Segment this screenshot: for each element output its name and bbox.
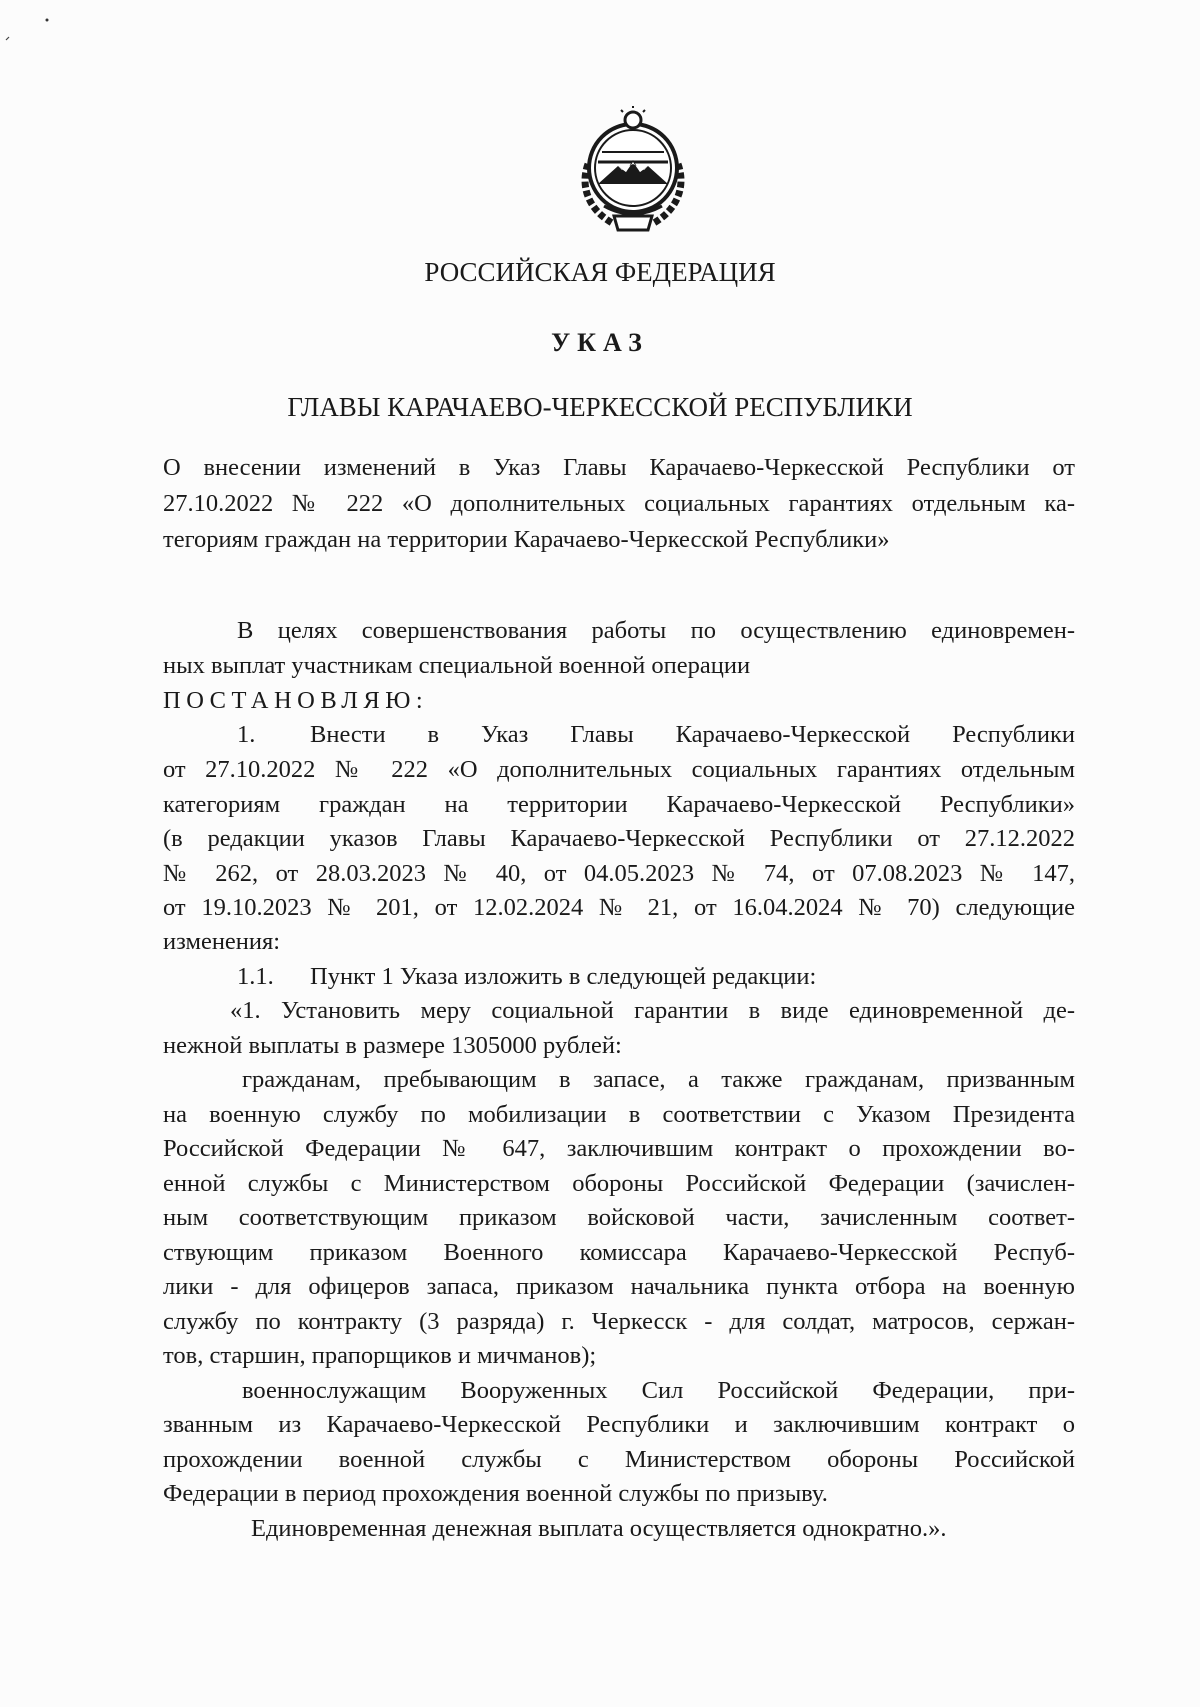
header-country: РОССИЙСКАЯ ФЕДЕРАЦИЯ <box>424 257 776 287</box>
item-text-line: изменения: <box>163 928 281 955</box>
subject-line: тегориям граждан на территории Карачаево-Черкесской Республики» <box>163 526 890 553</box>
karachay-cherkessia-coat-of-arms-icon <box>574 106 692 236</box>
header-issuer: ГЛАВЫ КАРАЧАЕВО-ЧЕРКЕССКОЙ РЕСПУБЛИКИ <box>287 392 913 422</box>
item-text-line: № 262, от 28.03.2023 № 40, от 04.05.2023 № 74, от 07.08.2023 № 147, <box>163 860 1075 887</box>
scan-specks <box>0 0 80 60</box>
subject-line: 27.10.2022 № 222 «О дополнительных социальных гарантиях отдельным ка- <box>163 490 1075 517</box>
preamble-line: В целях совершенствования работы по осуществлению единовремен- <box>237 617 1075 644</box>
quote-line: Российской Федерации № 647, заключившим контракт о прохождении во- <box>163 1135 1075 1162</box>
preamble-line: ных выплат участникам специальной военной операции <box>163 652 751 679</box>
quote-line: лики - для офицеров запаса, приказом начальника пункта отбора на военную <box>163 1273 1075 1300</box>
subitem-text: Пункт 1 Указа изложить в следующей редакции: <box>310 963 817 990</box>
quote-line: енной службы с Министерством обороны Российской Федерации (зачислен- <box>163 1170 1075 1197</box>
item-text-line: Внести в Указ Главы Карачаево-Черкесской Республики <box>310 721 1075 748</box>
quote-line: нежной выплаты в размере 1305000 рублей: <box>163 1032 622 1059</box>
item-text-line: категориям граждан на территории Карачаево-Черкесской Республики» <box>163 791 1075 818</box>
quote-line: службу по контракту (3 разряда) г. Черкесск - для солдат, матросов, сержан- <box>163 1308 1075 1335</box>
quote-line: ствующим приказом Военного комиссара Карачаево-Черкесской Респуб- <box>163 1239 1075 1266</box>
quote-line: военнослужащим Вооруженных Сил Российской Федерации, при- <box>242 1377 1075 1404</box>
item-number: 1. <box>237 721 256 748</box>
subject-line: О внесении изменений в Указ Главы Карачаево-Черкесской Республики от <box>163 454 1075 481</box>
resolve-keyword: ПОСТАНОВЛЯЮ: <box>163 687 429 714</box>
quote-line: «1. Установить меру социальной гарантии в виде единовременной де- <box>230 997 1075 1024</box>
subitem-number: 1.1. <box>237 963 274 990</box>
quote-closing-line: Единовременная денежная выплата осуществляется однократно.». <box>251 1515 947 1542</box>
item-text-line: от 27.10.2022 № 222 «О дополнительных социальных гарантиях отдельным <box>163 756 1075 783</box>
quote-line: на военную службу по мобилизации в соответствии с Указом Президента <box>163 1101 1075 1128</box>
item-text-line: от 19.10.2023 № 201, от 12.02.2024 № 21, от 16.04.2024 № 70) следующие <box>163 894 1075 921</box>
document-type-title: УКАЗ <box>551 328 649 357</box>
quote-line: Федерации в период прохождения военной службы по призыву. <box>163 1480 828 1507</box>
item-text-line: (в редакции указов Главы Карачаево-Черкесской Республики от 27.12.2022 <box>163 825 1075 852</box>
quote-line: тов, старшин, прапорщиков и мичманов); <box>163 1342 597 1369</box>
quote-line: званным из Карачаево-Черкесской Республики и заключившим контракт о <box>163 1411 1075 1438</box>
quote-line: прохождении военной службы с Министерством обороны Российской <box>163 1446 1075 1473</box>
quote-line: ным соответствующим приказом войсковой части, зачисленным соответ- <box>163 1204 1075 1231</box>
quote-line: гражданам, пребывающим в запасе, а также гражданам, призванным <box>242 1066 1075 1093</box>
